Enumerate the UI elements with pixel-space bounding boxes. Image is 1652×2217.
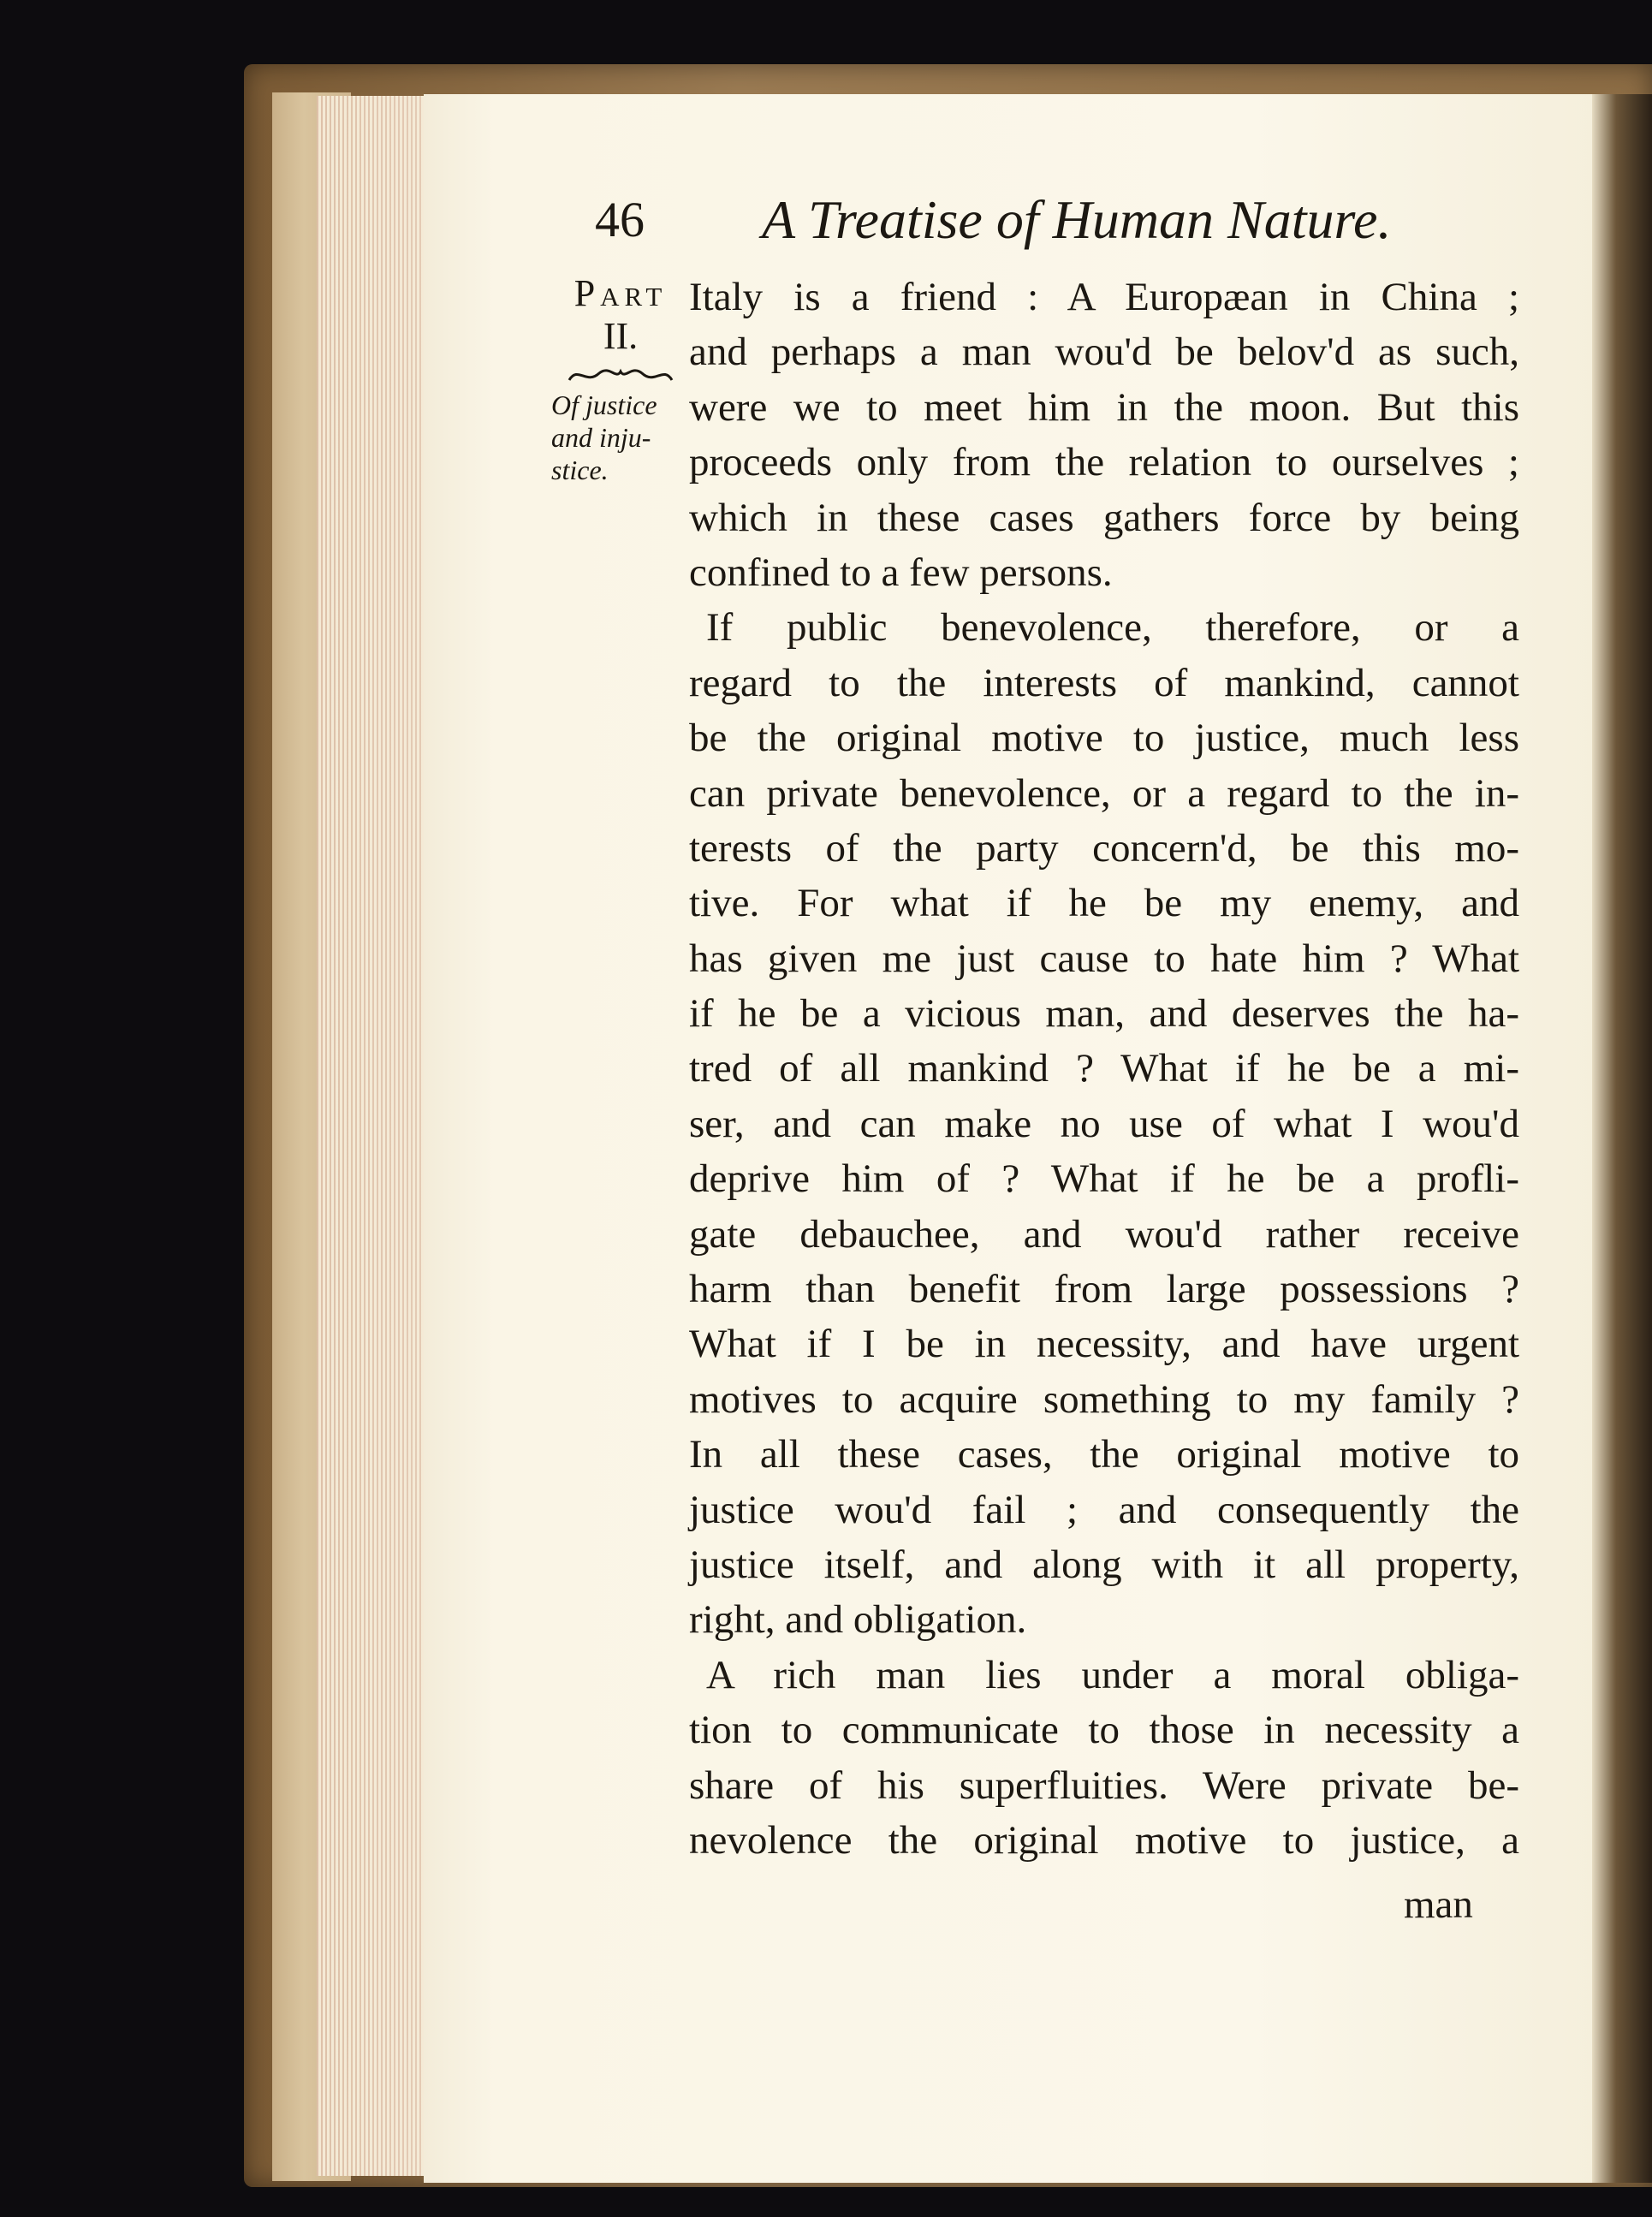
paragraph-start-line: If public benevolence, therefore, or a	[706, 605, 1519, 651]
sidenote-line: Of justice	[551, 389, 657, 420]
text-line: motives to acquire something to my family ?	[689, 1376, 1519, 1422]
sidenote-line: stice.	[551, 455, 609, 485]
page-number: 46	[595, 192, 645, 247]
text-line: share of his superfluities. Were private be-	[689, 1762, 1519, 1808]
page-edges	[317, 96, 432, 2176]
part-number: II.	[603, 315, 639, 357]
text-line: has given me just cause to hate him ? What	[689, 936, 1519, 981]
text-line: and perhaps a man wou'd be belov'd as such,	[689, 330, 1519, 375]
running-head: A Treatise of Human Nature.	[762, 189, 1392, 250]
text-line: confined to a few persons.	[689, 550, 1113, 595]
body-text	[689, 270, 1519, 1868]
text-line: ser, and can make no use of what I wou'd	[689, 1101, 1519, 1146]
text-line: harm than benefit from large possessions ?	[689, 1267, 1519, 1312]
text-line: justice wou'd fail ; and consequently the	[689, 1487, 1519, 1532]
text-line: What if I be in necessity, and have urgent	[689, 1322, 1519, 1367]
part-label: Part	[573, 272, 668, 314]
ornament-icon	[565, 361, 676, 387]
text-line: tion to communicate to those in necessity a	[689, 1708, 1519, 1753]
text-line: were we to meet him in the moon. But this	[689, 384, 1519, 430]
text-line: can private benevolence, or a regard to the in-	[689, 770, 1519, 816]
text-line: right, and obligation.	[689, 1597, 1027, 1643]
page-header	[565, 190, 1455, 267]
margin-note	[548, 272, 693, 486]
catchword: man	[1404, 1882, 1473, 1927]
text-line: which in these cases gathers force by being	[689, 495, 1519, 540]
text-line: justice itself, and along with it all property,	[689, 1542, 1519, 1587]
text-line: In all these cases, the original motive to	[689, 1432, 1519, 1477]
text-line: gate debauchee, and wou'd rather receive	[689, 1211, 1519, 1257]
text-line: deprive him of ? What if he be a profli-	[689, 1156, 1519, 1202]
text-line: regard to the interests of mankind, cannot	[689, 660, 1519, 705]
sidenote	[548, 389, 693, 486]
text-line: tred of all mankind ? What if he be a mi-	[689, 1046, 1519, 1091]
text-line: terests of the party concern'd, be this mo-	[689, 825, 1519, 871]
gutter-shadow	[1592, 94, 1652, 2183]
sidenote-line: and inju-	[551, 422, 651, 453]
text-line: if he be a vicious man, and deserves the ha-	[689, 991, 1519, 1037]
text-line: be the original motive to justice, much less	[689, 716, 1519, 761]
text-line: tive. For what if he be my enemy, and	[689, 881, 1519, 926]
paragraph-start-line: A rich man lies under a moral obliga-	[706, 1652, 1519, 1697]
text-line: nevolence the original motive to justice, a	[689, 1817, 1519, 1863]
text-line: Italy is a friend : A Europæan in China ;	[689, 275, 1519, 319]
text-line: proceeds only from the relation to ourselves ;	[689, 440, 1519, 485]
